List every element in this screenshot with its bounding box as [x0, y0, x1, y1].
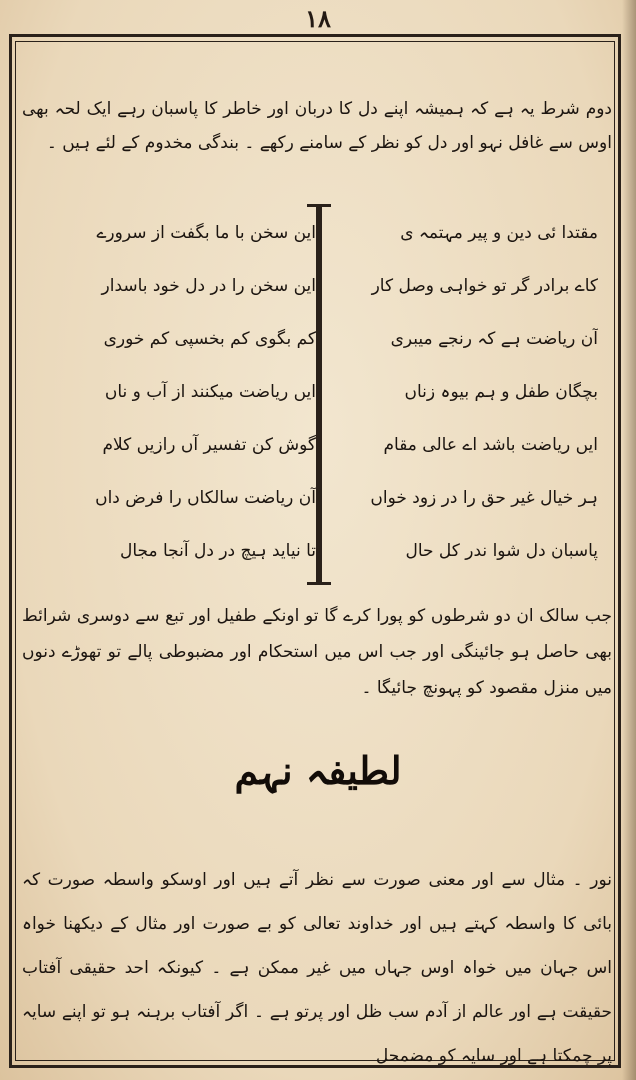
poem-left-line: کم بگوی کم بخسپی کم خوری	[103, 329, 316, 349]
opening-paragraph: دوم شرط یہ ہے کہ ہمیشہ اپنے دل کا دربان اور خاطر کا پاسبان رہے ایک لحہ بھی اوس سے غافل نہو اور دل کو نظر کے سامنے رکھے ۔ بندگی مخدوم کے لئے ہیں ۔	[22, 99, 612, 153]
poem-divider	[316, 206, 322, 584]
page-edge-shadow	[622, 0, 636, 1080]
poem-left-line: این سخن با ما بگفت از سرورے	[96, 223, 316, 243]
poem-right-line: بچگان طفل و ہم بیوہ زناں	[404, 382, 598, 402]
poem-right-column	[330, 207, 598, 578]
poem-left-line: ایں ریاضت میکنند از آب و ناں	[104, 382, 316, 402]
closing-paragraph: نور ۔ مثال سے اور معنی صورت سے نظر آتے ہیں اور اوسکو واسطہ صورت کہ بائی کا واسطہ کہتے ہیں اور خداوند تعالی کو بے صورت اور مثال کے دیکھنا خواہ اس جہان میں خواہ اوس جہاں میں غیر ممکن ہے ۔ کیونکہ احد حقیقی آفتاب حقیقت ہے اور عالم از آدم سب ظل اور پرتو ہے ۔ اگر آفتاب برہنہ ہو تو اپنے سایہ پر چمکتا ہے اور سایہ کو مضمحل	[22, 870, 612, 1066]
poem-left-line: گوش کن تفسیر آں رازیں کلام	[102, 435, 316, 455]
poem-right-line: مقتدا ئی دین و پیر مہتمہ ی	[400, 223, 598, 243]
section-heading: لطیفہ نہم	[234, 748, 402, 793]
poem-right-line: کاے برادر گر تو خواہی وصل کار	[371, 276, 598, 296]
middle-paragraph: جب سالک ان دو شرطوں کو پورا کرے گا تو اونکے طفیل اور تبع سے دوسری شرائط بھی حاصل ہو جائینگی اور جب اس میں استحکام اور مضبوطی پالے تو تھوڑے دنوں میں منزل مقصود کو پہونچ جائیگا ۔	[22, 606, 612, 698]
poem-right-line: آن ریاضت ہے کہ رنجے میبری	[390, 329, 598, 349]
poem-divider-bottom	[307, 582, 331, 585]
poem-left-line: تا نیاید ہیچ در دل آنجا مجال	[119, 541, 316, 561]
poem-left-line: آن ریاضت سالکاں را فرض داں	[95, 488, 316, 508]
poem-right-line: ایں ریاضت باشد اے عالی مقام	[383, 435, 598, 455]
poem-right-line: پاسبان دل شوا ندر کل حال	[405, 541, 598, 561]
poem-left-column	[44, 207, 316, 578]
page-number: ۱۸	[305, 4, 331, 33]
poem-right-line: ہر خیال غیر حق را در زود خواں	[370, 488, 598, 508]
poem-left-line: این سخن را در دل خود باسدار	[101, 276, 316, 296]
